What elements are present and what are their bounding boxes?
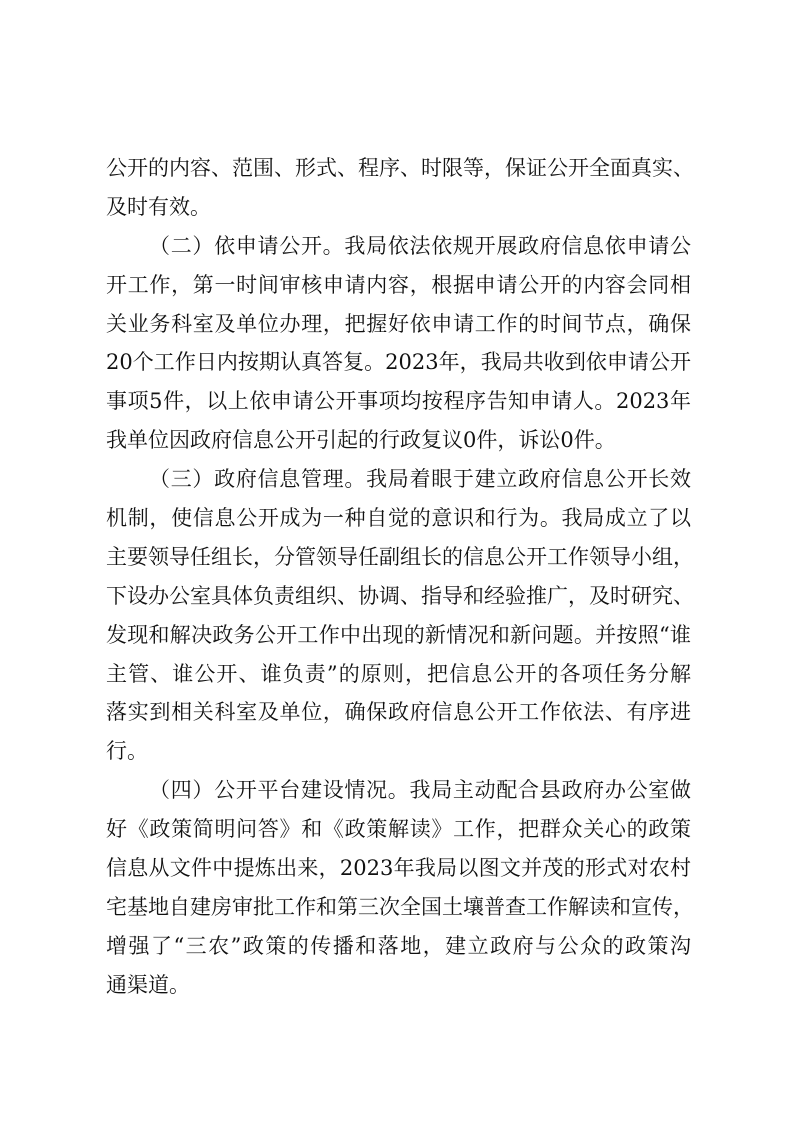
paragraph-apply-disclosure	[106, 227, 691, 460]
text-line: （三）政府信息管理。我局着眼于建立政府信息公开长效	[149, 467, 691, 492]
text-line: 行。	[106, 739, 148, 764]
text-line: 落实到相关科室及单位，确保政府信息公开工作依法、有序进	[106, 700, 691, 725]
text-line: 增强了“三农”政策的传播和落地，建立政府与公众的政策沟	[106, 933, 691, 958]
text-line: 主要领导任组长，分管领导任副组长的信息公开工作领导小组，	[106, 544, 694, 569]
text-line: 关业务科室及单位办理，把握好依申请工作的时间节点，确保	[106, 311, 691, 336]
text-line: 主管、谁公开、谁负责”的原则，把信息公开的各项任务分解	[106, 661, 691, 686]
text-line: 机制，使信息公开成为一种自觉的意识和行为。我局成立了以	[106, 506, 691, 531]
text-line: 宅基地自建房审批工作和第三次全国土壤普查工作解读和宣传，	[106, 894, 694, 919]
paragraph-info-management	[106, 460, 694, 771]
text-line: 信息从文件中提炼出来，2023年我局以图文并茂的形式对农村	[106, 856, 691, 881]
text-line: 开工作，第一时间审核申请内容，根据申请公开的内容会同相	[106, 272, 691, 297]
text-line: 我单位因政府信息公开引起的行政复议0件，诉讼0件。	[106, 428, 616, 453]
text-line: 通渠道。	[106, 972, 190, 997]
text-line: 20个工作日内按期认真答复。2023年，我局共收到依申请公开	[106, 350, 691, 375]
text-line: （四）公开平台建设情况。我局主动配合县政府办公室做	[149, 778, 691, 803]
document-body	[106, 149, 694, 1005]
text-line: 发现和解决政务公开工作中出现的新情况和新问题。并按照“谁	[106, 622, 691, 647]
text-line: 公开的内容、范围、形式、程序、时限等，保证公开全面真实、	[106, 156, 694, 180]
text-line: 好《政策简明问答》和《政策解读》工作，把群众关心的政策	[106, 817, 691, 842]
paragraph-platform-building	[106, 771, 694, 1004]
text-line: （二）依申请公开。我局依法依规开展政府信息依申请公	[149, 233, 691, 258]
paragraph-continuation	[106, 149, 694, 227]
text-line: 下设办公室具体负责组织、协调、指导和经验推广，及时研究、	[106, 583, 694, 608]
text-line: 事项5件，以上依申请公开事项均按程序告知申请人。2023年	[106, 389, 691, 414]
text-line: 及时有效。	[106, 194, 211, 219]
